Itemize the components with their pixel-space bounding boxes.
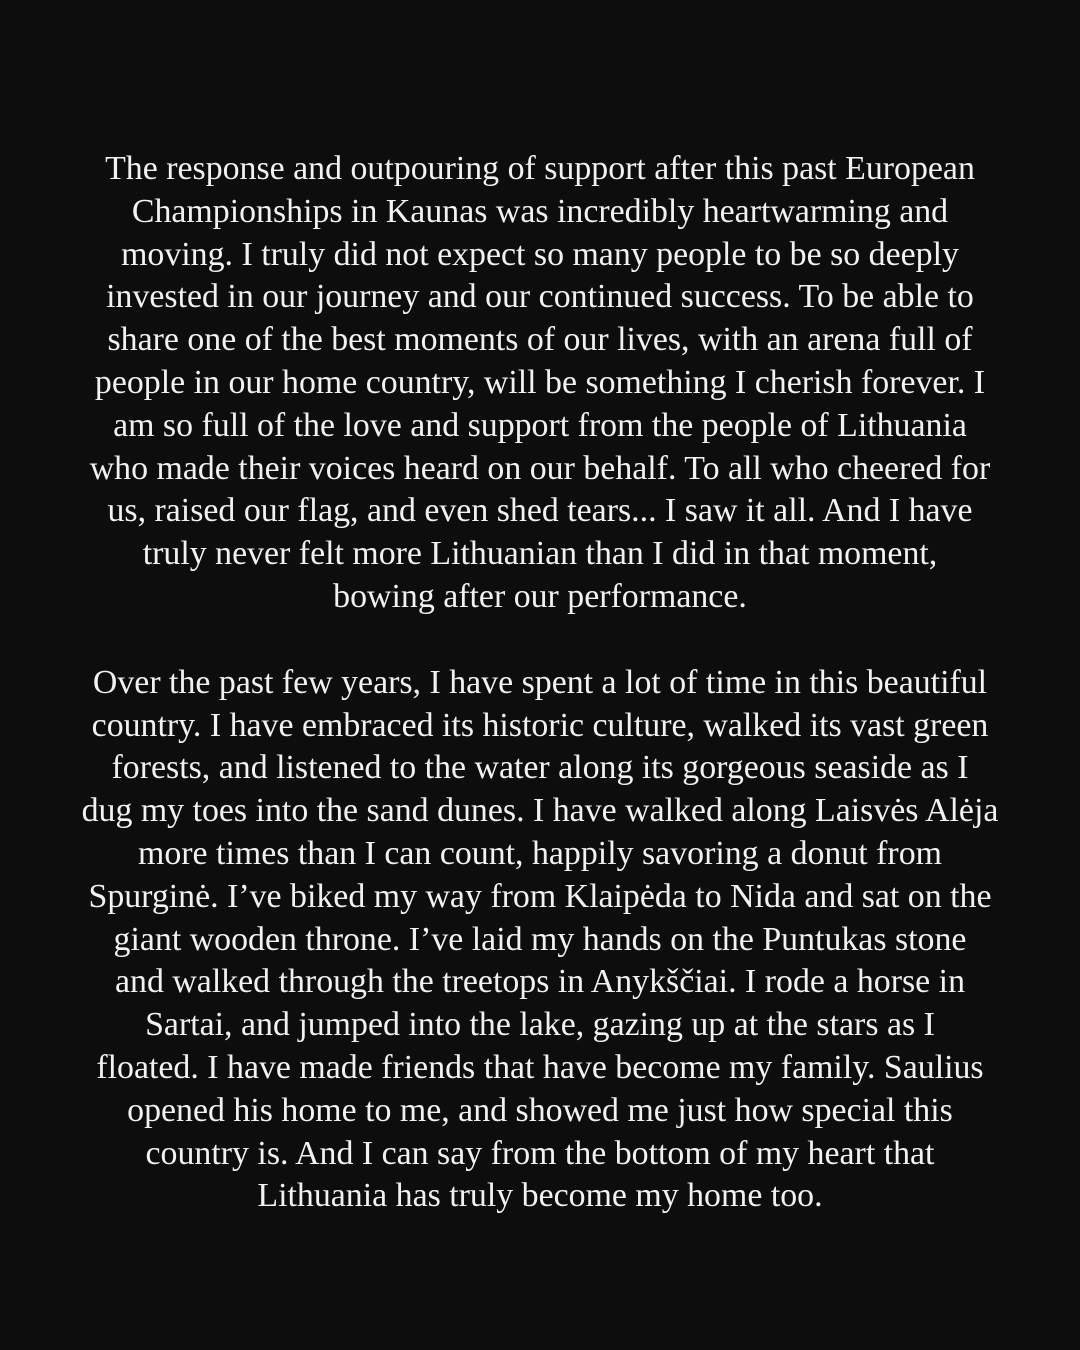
paragraph-line: bowing after our performance. bbox=[333, 577, 747, 615]
paragraph-line: country. I have embraced its historic culture, walked its vast green bbox=[91, 706, 989, 744]
paragraph-line: us, raised our flag, and even shed tears... I saw it all. And I have bbox=[107, 492, 973, 530]
paragraph-line: more times than I can count, happily savoring a donut from bbox=[138, 834, 942, 872]
paragraph-line: Spurginė. I’ve biked my way from Klaipėda to Nida and sat on the bbox=[88, 877, 992, 915]
paragraph-line: people in our home country, will be something I cherish forever. I bbox=[94, 363, 986, 401]
paragraph-line: Championships in Kaunas was incredibly heartwarming and bbox=[131, 192, 949, 230]
paragraph-line: Sartai, and jumped into the lake, gazing up at the stars as I bbox=[145, 1006, 935, 1044]
paragraph-line: share one of the best moments of our lives, with an arena full of bbox=[107, 321, 973, 359]
paragraph-1 bbox=[0, 148, 1080, 619]
paragraph-line: opened his home to me, and showed me just how special this bbox=[127, 1091, 953, 1129]
paragraph-line: giant wooden throne. I’ve laid my hands on the Puntukas stone bbox=[113, 920, 967, 958]
paragraph-line: am so full of the love and support from the people of Lithuania bbox=[113, 406, 967, 444]
paragraph-line: dug my toes into the sand dunes. I have walked along Laisvės Alėja bbox=[81, 792, 999, 830]
paragraph-line: moving. I truly did not expect so many people to be so deeply bbox=[121, 235, 959, 273]
paragraph-line: The response and outpouring of support after this past European bbox=[105, 150, 975, 187]
paragraph-2 bbox=[0, 662, 1080, 1218]
paragraph-line: floated. I have made friends that have become my family. Saulius bbox=[96, 1048, 984, 1086]
paragraph-line: who made their voices heard on our behalf. To all who cheered for bbox=[89, 449, 991, 487]
paragraph-spacer bbox=[0, 619, 1080, 662]
paragraph-line: and walked through the treetops in Anykščiai. I rode a horse in bbox=[114, 963, 966, 1001]
paragraph-line: Lithuania has truly become my home too. bbox=[257, 1177, 823, 1215]
paragraph-line: invested in our journey and our continued success. To be able to bbox=[106, 278, 974, 316]
paragraph-line: Over the past few years, I have spent a lot of time in this beautiful bbox=[92, 663, 988, 701]
paragraph-line: country is. And I can say from the bottom of my heart that bbox=[145, 1134, 935, 1172]
story-text-block bbox=[0, 148, 1080, 1218]
paragraph-line: forests, and listened to the water along its gorgeous seaside as I bbox=[111, 749, 969, 787]
paragraph-line: truly never felt more Lithuanian than I did in that moment, bbox=[142, 535, 938, 573]
